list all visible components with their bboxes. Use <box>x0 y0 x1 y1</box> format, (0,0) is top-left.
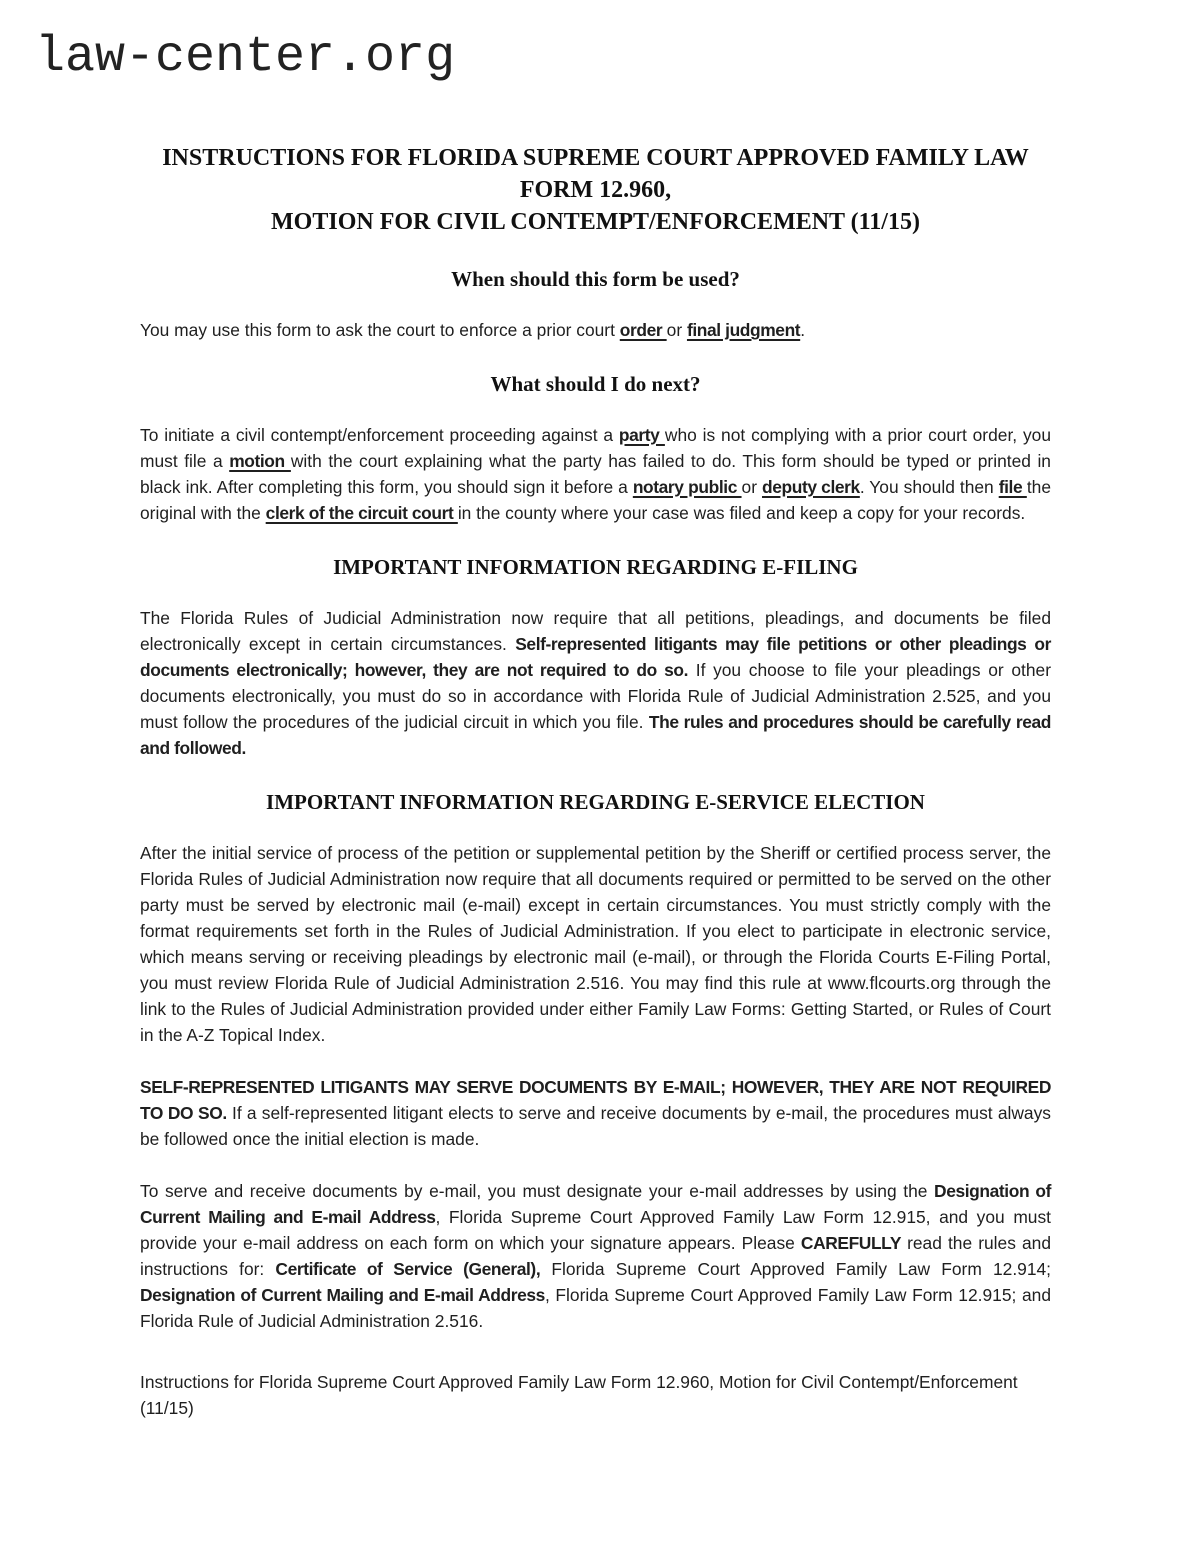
paragraph-self-represented-service: SELF-REPRESENTED LITIGANTS MAY SERVE DOCUMENTS BY E-MAIL; HOWEVER, THEY ARE NOT REQUIRED TO DO SO. If a self-represented litigant elects to serve and receive documents by e-mail, the procedures must always be followed once the initial election is made. <box>140 1077 1051 1149</box>
paragraph-efiling: The Florida Rules of Judicial Administration now require that all petitions, pleadings, and documents be filed electronically except in certain circumstances. Self-represented litigants may file petitions or other pleadings or documents electronically; however, they are not required to do so. If you choose to file your pleadings or other documents electronically, you must do so in accordance with Florida Rule of Judicial Administration 2.525, and you must follow the procedures of the judicial circuit in which you file. The rules and procedures should be carefully read and followed. <box>140 608 1051 758</box>
title-line-3: MOTION FOR CIVIL CONTEMPT/ENFORCEMENT (11/15) <box>271 209 920 235</box>
title-line-2: FORM 12.960, <box>519 177 672 203</box>
paragraph-designation-email: To serve and receive documents by e-mail, you must designate your e-mail addresses by using the Designation of Current Mailing and E-mail Address, Florida Supreme Court Approved Family Law Form 12.915, and you must provide your e-mail address on each form on which your signature appears. Please CAREFULLY read the rules and instructions for: Certificate of Service (General), Florida Supreme Court Approved Family Law Form 12.914; Designation of Current Mailing and E-mail Address, Florida Supreme Court Approved Family Law Form 12.915; and Florida Rule of Judicial Administration 2.516. <box>140 1181 1052 1331</box>
paragraph-eservice: After the initial service of process of the petition or supplemental petition by the Sheriff or certified process server, the Florida Rules of Judicial Administration now require that all documents required or permitted to be served on the other party must be served by electronic mail (e-mail) except in certain circumstances. You must strictly comply with the format requirements set forth in the Rules of Judicial Administration. If you elect to participate in electronic service, which means serving or receiving pleadings by electronic mail (e-mail), or through the Florida Courts E-Filing Portal, you must review Florida Rule of Judicial Administration 2.516. You may find this rule at www.flcourts.org through the link to the Rules of Judicial Administration provided under either Family Law Forms: Getting Started, or Rules of Court in the A-Z Topical Index. <box>140 843 1051 1045</box>
footer-note: Instructions for Florida Supreme Court Approved Family Law Form 12.960, Motion for Civil Contempt/Enforcement (11/15) <box>140 1372 1018 1418</box>
section-heading-eservice: IMPORTANT INFORMATION REGARDING E-SERVICE ELECTION <box>266 790 925 814</box>
site-logo: law-center.org <box>35 29 456 86</box>
document-content <box>0 142 1191 1421</box>
document-title <box>140 142 1051 238</box>
section-heading-efiling: IMPORTANT INFORMATION REGARDING E-FILING <box>333 555 858 579</box>
section-heading-what-next: What should I do next? <box>490 372 701 396</box>
title-line-1: INSTRUCTIONS FOR FLORIDA SUPREME COURT APPROVED FAMILY LAW <box>162 145 1029 171</box>
paragraph-when-used: You may use this form to ask the court to enforce a prior court order or final judgment. <box>140 320 806 340</box>
section-heading-when-used: When should this form be used? <box>451 267 740 291</box>
paragraph-what-next: To initiate a civil contempt/enforcement proceeding against a party who is not complying with a prior court order, you must file a motion with the court explaining what the party has failed to do. This form should be typed or printed in black ink. After completing this form, you should sign it before a notary public or deputy clerk. You should then file the original with the clerk of the circuit court in the county where your case was filed and keep a copy for your records. <box>140 425 1051 523</box>
